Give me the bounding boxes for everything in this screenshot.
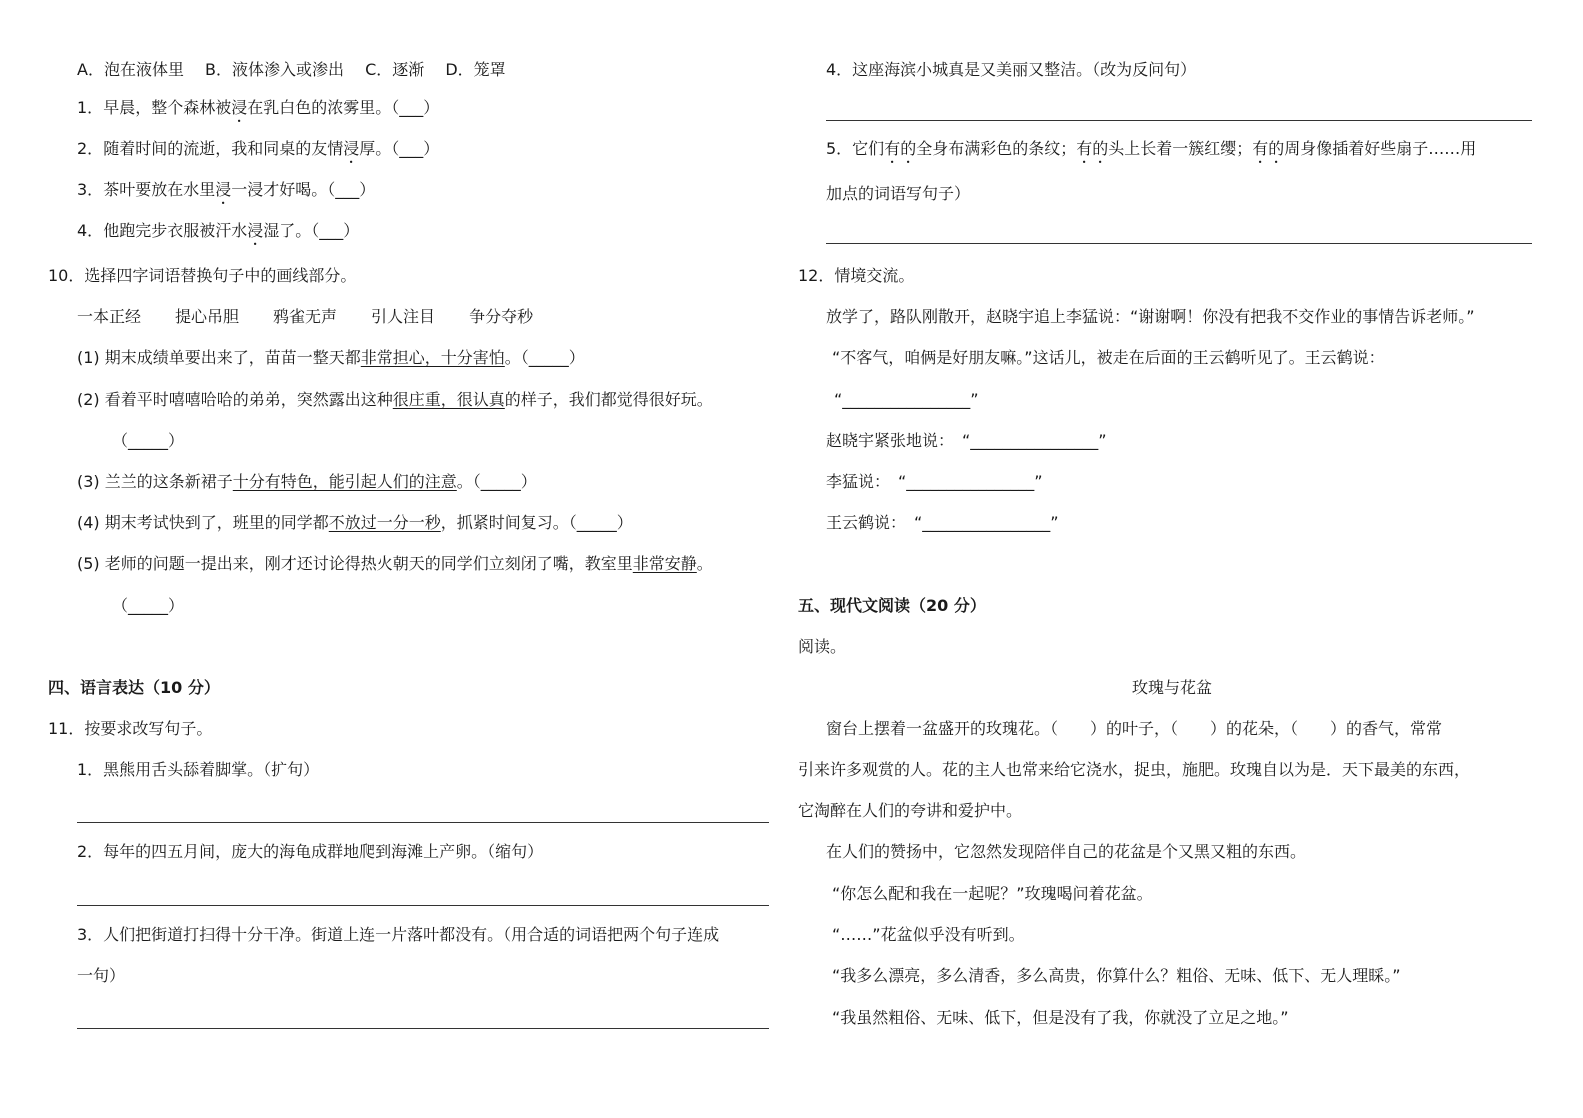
item-number: 4． — [77, 221, 104, 240]
article-paragraph-3: “你怎么配和我在一起呢？”玫瑰喝问着花盆。 — [832, 884, 1153, 903]
item-answer-blank[interactable]: ，抓紧时间复习。（_____） — [440, 513, 633, 532]
item-text: 5．它们 — [826, 139, 885, 158]
underlined-phrase: 非常安静 — [632, 554, 697, 573]
speaker-label: 赵晓宇紧张地说： — [826, 431, 955, 450]
q11-item-2: 2．每年的四五月间，庞大的海龟成群地爬到海滩上产卵。（缩句） — [77, 842, 544, 861]
q9-item-3 — [77, 179, 375, 208]
q11-item-5-wrap: 加点的词语写句子） — [826, 184, 971, 203]
q11-item-1-answer-line[interactable] — [77, 822, 769, 823]
q11-item-3-answer-line[interactable] — [77, 1028, 769, 1029]
article-paragraph-1-line-2: 引来许多观赏的人。花的主人也常来给它浇水，捉虫，施肥。玫瑰自以为是．天下最美的东西， — [798, 760, 1471, 779]
item-number: (2) — [77, 390, 100, 409]
q10-title: 10．选择四字词语替换句子中的画线部分。 — [48, 266, 357, 285]
item-text: 的样子，我们都觉得很好玩。 — [504, 390, 713, 409]
item-text: 茶叶要放在水里 — [103, 180, 216, 199]
item-number: 3． — [77, 180, 104, 199]
item-answer-blank[interactable]: 。（_____） — [456, 472, 537, 491]
item-text: 周身像插着好些扇子……用 — [1284, 139, 1477, 158]
q10-word-bank — [77, 306, 533, 328]
word-option: 鸦雀无声 — [273, 307, 338, 326]
speaker-label: 王云鹤说： — [826, 513, 907, 532]
reading-instruction: 阅读。 — [798, 637, 847, 656]
emphasis-word: 有的 — [1076, 139, 1109, 158]
section-4-heading: 四、语言表达（10 分） — [48, 678, 220, 697]
article-paragraph-1-line-1: 窗台上摆着一盆盛开的玫瑰花。（ ）的叶子，（ ）的花朵，（ ）的香气，常常 — [826, 719, 1443, 738]
article-title: 玫瑰与花盆 — [1131, 678, 1212, 697]
emphasis-word: 有的 — [884, 139, 917, 158]
dialog-blank[interactable]: “________________” — [962, 431, 1107, 450]
q11-title: 11．按要求改写句子。 — [48, 719, 213, 738]
q11-item-1: 1．黑熊用舌头舔着脚掌。（扩句） — [77, 760, 320, 779]
emphasis-char: 浸 — [215, 180, 232, 199]
word-option: 引人注目 — [371, 307, 436, 326]
q10-item-2 — [77, 389, 713, 411]
item-text: 看着平时嘻嘻哈哈的弟弟，突然露出这种 — [104, 390, 393, 409]
item-text: 随着时间的流逝，我和同桌的友情 — [103, 139, 344, 158]
item-text: 头上长着一簇红缨； — [1108, 139, 1253, 158]
item-number: (3) — [77, 472, 100, 491]
q10-item-3 — [77, 471, 537, 493]
q10-item-5-answer[interactable]: （_____） — [112, 596, 185, 615]
article-paragraph-5: “我多么漂亮，多么清香，多么高贵，你算什么？粗俗、无味、低下、无人理睬。” — [832, 966, 1401, 985]
item-number: 2． — [77, 139, 104, 158]
emphasis-char: 浸 — [231, 98, 248, 117]
underlined-phrase: 非常担心，十分害怕 — [360, 348, 505, 367]
emphasis-word: 有的 — [1252, 139, 1285, 158]
item-text: 全身布满彩色的条纹； — [916, 139, 1077, 158]
article-paragraph-1-line-3: 它淘醉在人们的夸讲和爱护中。 — [798, 801, 1023, 820]
item-text-answer[interactable]: 厚。（___） — [359, 139, 440, 158]
q11-item-2-answer-line[interactable] — [77, 905, 769, 906]
item-text: 老师的问题一提出来，刚才还讨论得热火朝天的同学们立刻闭了嘴，教室里 — [104, 554, 633, 573]
underlined-phrase: 不放过一分一秒 — [328, 513, 441, 532]
q12-para-1: 放学了，路队刚散开，赵晓宇追上李猛说：“谢谢啊！你没有把我不交作业的事情告诉老师。” — [826, 307, 1475, 326]
item-text: 早晨，整个森林被 — [103, 98, 232, 117]
q11-item-4-answer-line[interactable] — [826, 120, 1532, 121]
q9-options: A．泡在液体里 B．液体渗入或渗出 C．逐渐 D．笼罩 — [77, 60, 506, 79]
q12-dialog-3 — [826, 512, 1059, 534]
item-number: (5) — [77, 554, 100, 573]
article-paragraph-4: “……”花盆似乎没有听到。 — [832, 925, 1025, 944]
item-text: 期末考试快到了，班里的同学都 — [104, 513, 329, 532]
underlined-phrase: 十分有特色，能引起人们的注意 — [232, 472, 457, 491]
dialog-blank[interactable]: “________________” — [914, 513, 1059, 532]
q12-dialog-2 — [826, 471, 1043, 493]
emphasis-char: 浸 — [343, 139, 360, 158]
q12-blank-quote[interactable]: “________________” — [834, 390, 979, 409]
q11-item-5-answer-line[interactable] — [826, 243, 1532, 244]
q10-item-1 — [77, 347, 585, 369]
q11-item-3: 3．人们把街道打扫得十分干净。街道上连一片落叶都没有。（用合适的词语把两个句子连成 — [77, 925, 720, 944]
item-text-answer[interactable]: 湿了。（___） — [263, 221, 360, 240]
q10-item-2-answer[interactable]: （_____） — [112, 431, 185, 450]
q12-title: 12．情境交流。 — [798, 266, 915, 285]
q10-item-5 — [77, 553, 713, 575]
item-text: 期末成绩单要出来了，苗苗一整天都 — [104, 348, 361, 367]
emphasis-char: 浸 — [247, 221, 264, 240]
underlined-phrase: 很庄重，很认真 — [392, 390, 505, 409]
article-paragraph-2: 在人们的赞扬中，它忽然发现陪伴自己的花盆是个又黑又粗的东西。 — [826, 842, 1307, 861]
speaker-label: 李猛说： — [826, 472, 891, 491]
item-text-answer[interactable]: 在乳白色的浓雾里。（___） — [247, 98, 440, 117]
q12-dialog-1 — [826, 430, 1107, 452]
item-number: (1) — [77, 348, 100, 367]
item-text: 他跑完步衣服被汗水 — [103, 221, 248, 240]
word-option: 一本正经 — [77, 307, 142, 326]
article-paragraph-6: “我虽然粗俗、无味、低下，但是没有了我，你就没了立足之地。” — [832, 1008, 1289, 1027]
section-5-heading: 五、现代文阅读（20 分） — [798, 596, 986, 615]
word-option: 提心吊胆 — [175, 307, 240, 326]
q9-item-4 — [77, 220, 359, 249]
item-text: 。 — [696, 554, 713, 573]
item-text-answer[interactable]: 一浸才好喝。（___） — [231, 180, 376, 199]
q12-para-2: “不客气，咱俩是好朋友嘛。”这话儿，被走在后面的王云鹤听见了。王云鹤说： — [832, 348, 1385, 367]
word-option: 争分夺秒 — [469, 307, 534, 326]
item-text: 兰兰的这条新裙子 — [104, 472, 233, 491]
item-number: (4) — [77, 513, 100, 532]
q9-item-1 — [77, 97, 439, 126]
q11-item-5 — [826, 138, 1476, 167]
item-number: 1． — [77, 98, 104, 117]
item-answer-blank[interactable]: 。（_____） — [504, 348, 585, 367]
q11-item-4: 4．这座海滨小城真是又美丽又整洁。（改为反问句） — [826, 60, 1197, 79]
q11-item-3-wrap: 一句） — [77, 966, 126, 985]
q10-item-4 — [77, 512, 633, 534]
dialog-blank[interactable]: “________________” — [898, 472, 1043, 491]
q9-item-2 — [77, 138, 439, 167]
